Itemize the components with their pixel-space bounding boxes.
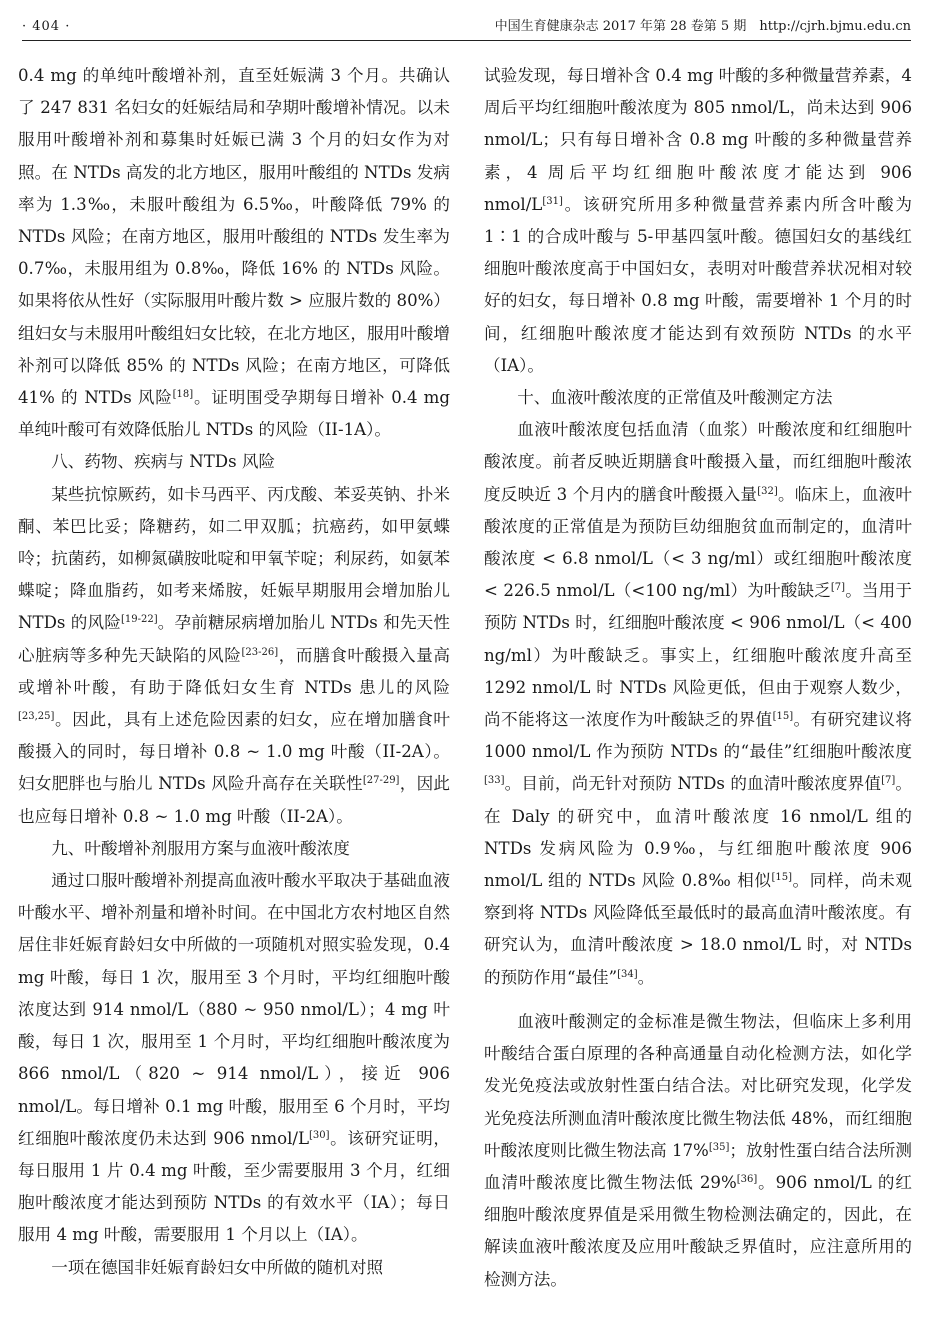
page-header xyxy=(22,14,911,41)
left-column xyxy=(18,60,450,1284)
page-number: · 404 · xyxy=(22,19,71,34)
paragraph: 某些抗惊厥药，如卡马西平、丙戊酸、苯妥英钠、扑米酮、苯巴比妥；降糖药，如二甲双胍；抗癌药，如甲氨蝶呤；抗菌药，如柳氮磺胺吡啶和甲氧苄啶；利尿药，如氨苯蝶啶；降血脂药，如考来烯胺，妊娠早期服用会增加胎儿 NTDs 的风险[19-22]。孕前糖尿病增加胎儿 NTDs 和先天性心脏病等多种先天缺陷的风险[23-26]，而膳食叶酸摄入量高或增补叶酸，有助于降低妇女生育 NTDs 患儿的风险[23,25]。因此，具有上述危险因素的妇女，应在增加膳食叶酸摄入的同时，每日增补 0.8 ~ 1.0 mg 叶酸（II-2A）。妇女肥胖也与胎儿 NTDs 风险升高存在关联性[27-29]，因此也应每日增补 0.8 ~ 1.0 mg 叶酸（II-2A）。 xyxy=(18,484,451,826)
paragraph: 一项在德国非妊娠育龄妇女中所做的随机对照 xyxy=(51,1257,384,1277)
paragraph: 试验发现，每日增补含 0.4 mg 叶酸的多种微量营养素，4 周后平均红细胞叶酸浓度为 805 nmol/L，尚未达到 906 nmol/L；只有每日增补含 0.8 mg 叶酸的多种微量营养素，4 周后平均红细胞叶酸浓度才能达到 906 nmol/L[31]。该研究所用多种微量营养素内所含叶酸为 1∶1 的合成叶酸与 5-甲基四氢叶酸。德国妇女的基线红细胞叶酸浓度高于中国妇女，表明对叶酸营养状况相对较好的妇女，每日增补 0.8 mg 叶酸，需要增补 1 个月的时间，红细胞叶酸浓度才能达到有效预防 NTDs 的水平（IA）。 xyxy=(484,66,912,375)
right-column xyxy=(484,60,912,1296)
journal-citation: 中国生育健康杂志 2017 年第 28 卷第 5 期 http://cjrh.bjmu.edu.cn xyxy=(494,19,911,34)
paragraph: 血液叶酸测定的金标准是微生物法，但临床上多利用叶酸结合蛋白原理的各种高通量自动化检测方法，如化学发光免疫法或放射性蛋白结合法。对比研究发现，化学发光免疫法所测血清叶酸浓度比微生物法低 48%，而红细胞叶酸浓度则比微生物法高 17%[35]；放射性蛋白结合法所测血清叶酸浓度比微生物法低 29%[36]。906 nmol/L 的红细胞叶酸浓度界值是采用微生物检测法确定的，因此，在解读血液叶酸浓度及应用叶酸缺乏界值时，应注意所用的检测方法。 xyxy=(484,1011,913,1289)
paragraph: 通过口服叶酸增补剂提高血液叶酸水平取决于基础血液叶酸水平、增补剂量和增补时间。在中国北方农村地区自然居住非妊娠育龄妇女中所做的一项随机对照实验发现，0.4 mg 叶酸，每日 1 次，服用至 3 个月时，平均红细胞叶酸浓度达到 914 nmol/L（880 ~ 950 nmol/L）；4 mg 叶酸，每日 1 次，服用至 1 个月时，平均红细胞叶酸浓度为 866 nmol/L（820 ~ 914 nmol/L），接近 906 nmol/L。每日增补 0.1 mg 叶酸，服用至 6 个月时，平均红细胞叶酸浓度仍未达到 906 nmol/L[30]。该研究证明，每日服用 1 片 0.4 mg 叶酸，至少需要服用 3 个月，红细胞叶酸浓度才能达到预防 NTDs 的有效水平（IA）；每日服用 4 mg 叶酸，需要服用 1 个月以上（IA）。 xyxy=(18,871,450,1245)
section-heading: 九、叶酸增补剂服用方案与血液叶酸浓度 xyxy=(51,838,350,858)
paragraph: 血液叶酸浓度包括血清（血浆）叶酸浓度和红细胞叶酸浓度。前者反映近期膳食叶酸摄入量，而红细胞叶酸浓度反映近 3 个月内的膳食叶酸摄入量[32]。临床上，血液叶酸浓度的正常值是为预防巨幼细胞贫血而制定的，血清叶酸浓度 < 6.8 nmol/L（< 3 ng/ml）或红细胞叶酸浓度 < 226.5 nmol/L（<100 ng/ml）为叶酸缺乏[7]。当用于预防 NTDs 时，红细胞叶酸浓度 < 906 nmol/L（< 400 ng/ml）为叶酸缺乏。事实上，红细胞叶酸浓度升高至 1292 nmol/L 时 NTDs 风险更低，但由于观察人数少，尚不能将这一浓度作为叶酸缺乏的界值[15]。有研究建议将 1000 nmol/L 作为预防 NTDs 的“最佳”红细胞叶酸浓度[33]。目前，尚无针对预防 NTDs 的血清叶酸浓度界值[7]。在 Daly 的研究中，血清叶酸浓度 16 nmol/L 组的 NTDs 发病风险为 0.9‰，与红细胞叶酸浓度 906 nmol/L 组的 NTDs 风险 0.8‰ 相似[15]。同样，尚未观察到将 NTDs 风险降低至最低时的最高血清叶酸浓度。有研究认为，血清叶酸浓度 > 18.0 nmol/L 时，对 NTDs 的预防作用“最佳”[34]。 xyxy=(484,420,913,987)
section-heading: 八、药物、疾病与 NTDs 风险 xyxy=(51,452,276,472)
paragraph: 0.4 mg 的单纯叶酸增补剂，直至妊娠满 3 个月。共确认了 247 831 名妇女的妊娠结局和孕期叶酸增补情况。以未服用叶酸增补剂和募集时妊娠已满 3 个月的妇女作为对照。在 NTDs 高发的北方地区，服用叶酸组的 NTDs 发病率为 1.3‰，未服叶酸组为 6.5‰，叶酸降低 79% 的 NTDs 风险；在南方地区，服用叶酸组的 NTDs 发生率为 0.7‰，未服用组为 0.8‰，降低 16% 的 NTDs 风险。如果将依从性好（实际服用叶酸片数 > 应服片数的 80%）组妇女与未服用叶酸组妇女比较，在北方地区，服用叶酸增补剂可以降低 85% 的 NTDs 风险；在南方地区，可降低 41% 的 NTDs 风险[18]。证明围受孕期每日增补 0.4 mg 单纯叶酸可有效降低胎儿 NTDs 的风险（II-1A）。 xyxy=(18,66,450,440)
section-heading: 十、血液叶酸浓度的正常值及叶酸测定方法 xyxy=(517,388,833,408)
